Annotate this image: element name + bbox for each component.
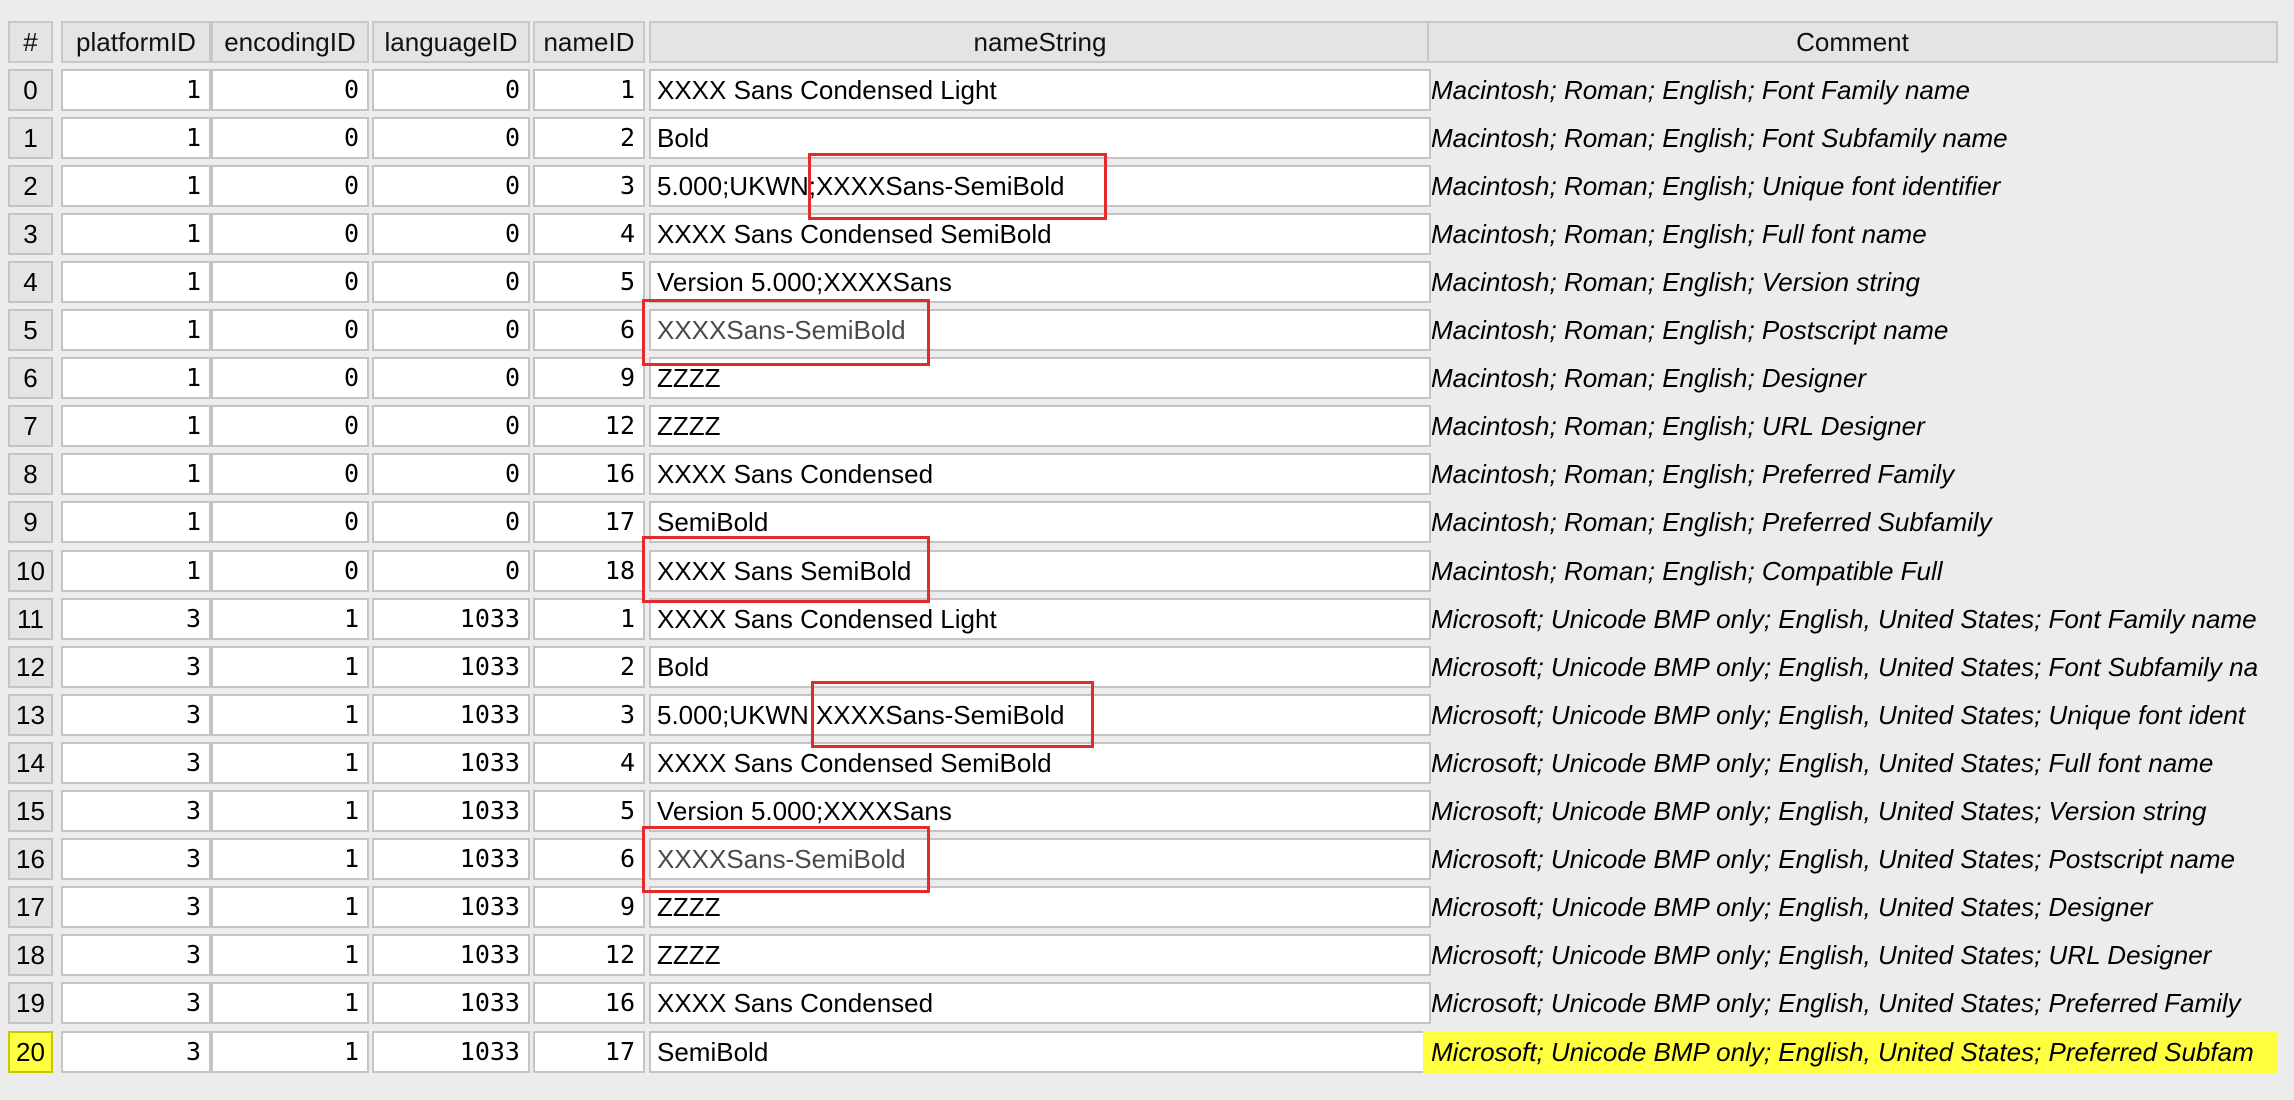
platformid-field[interactable]: 1 <box>61 453 211 495</box>
nameid-field[interactable]: 3 <box>533 165 645 207</box>
comment-text: Microsoft; Unicode BMP only; English, United States; Designer <box>1431 892 2153 923</box>
namestring-field[interactable]: ZZZZ <box>649 886 1431 928</box>
comment-text: Microsoft; Unicode BMP only; English, United States; Postscript name <box>1431 844 2235 875</box>
row-index[interactable]: 1 <box>8 117 53 159</box>
languageid-field[interactable]: 0 <box>372 501 530 543</box>
encodingid-field[interactable]: 1 <box>211 694 369 736</box>
nameid-field[interactable]: 9 <box>533 357 645 399</box>
languageid-field[interactable]: 1033 <box>372 1031 530 1073</box>
nameid-field[interactable]: 5 <box>533 261 645 303</box>
row-index[interactable]: 18 <box>8 934 53 976</box>
namestring-field[interactable]: XXXX Sans Condensed Light <box>649 598 1431 640</box>
nameid-field[interactable]: 17 <box>533 501 645 543</box>
comment-text: Microsoft; Unicode BMP only; English, United States; Font Family name <box>1431 603 2257 634</box>
row-index[interactable]: 20 <box>8 1031 53 1073</box>
languageid-field[interactable]: 1033 <box>372 790 530 832</box>
nameid-field[interactable]: 1 <box>533 69 645 111</box>
nameid-field[interactable]: 16 <box>533 982 645 1024</box>
nameid-field[interactable]: 1 <box>533 598 645 640</box>
header-comment[interactable]: Comment <box>1427 21 2278 63</box>
languageid-field[interactable]: 0 <box>372 357 530 399</box>
table-row[interactable] <box>8 309 2278 357</box>
namestring-field[interactable]: XXXX Sans Condensed Light <box>649 69 1431 111</box>
namestring-field[interactable]: XXXXSans-SemiBold <box>649 838 1431 880</box>
namestring-field[interactable]: Version 5.000;XXXXSans <box>649 790 1431 832</box>
nameid-field[interactable]: 17 <box>533 1031 645 1073</box>
nameid-field[interactable]: 16 <box>533 453 645 495</box>
comment-text: Macintosh; Roman; English; Preferred Family <box>1431 459 1955 490</box>
namestring-field[interactable]: SemiBold <box>649 1031 1431 1073</box>
nameid-field[interactable]: 2 <box>533 117 645 159</box>
table-row[interactable] <box>8 357 2278 405</box>
platformid-field[interactable]: 1 <box>61 213 211 255</box>
platformid-field[interactable]: 1 <box>61 309 211 351</box>
encodingid-field[interactable]: 1 <box>211 790 369 832</box>
row-index[interactable]: 6 <box>8 357 53 399</box>
table-row[interactable] <box>8 742 2278 790</box>
table-row[interactable] <box>8 886 2278 934</box>
nameid-field[interactable]: 12 <box>533 405 645 447</box>
comment-text: Macintosh; Roman; English; Preferred Subfamily <box>1431 507 1992 538</box>
comment-text: Macintosh; Roman; English; Designer <box>1431 363 1866 394</box>
platformid-field[interactable]: 3 <box>61 790 211 832</box>
table-row[interactable] <box>8 405 2278 453</box>
namestring-field[interactable]: ZZZZ <box>649 405 1431 447</box>
row-index[interactable]: 16 <box>8 838 53 880</box>
namestring-field[interactable]: XXXX Sans SemiBold <box>649 550 1431 592</box>
nameid-field[interactable]: 18 <box>533 550 645 592</box>
platformid-field[interactable]: 3 <box>61 694 211 736</box>
languageid-field[interactable]: 1033 <box>372 646 530 688</box>
encodingid-field[interactable]: 0 <box>211 405 369 447</box>
encodingid-field[interactable]: 0 <box>211 165 369 207</box>
table-row[interactable] <box>8 69 2278 117</box>
languageid-field[interactable]: 0 <box>372 453 530 495</box>
row-index[interactable]: 17 <box>8 886 53 928</box>
platformid-field[interactable]: 3 <box>61 982 211 1024</box>
comment-text: Macintosh; Roman; English; Unique font identifier <box>1431 170 2001 201</box>
encodingid-field[interactable]: 0 <box>211 117 369 159</box>
encodingid-field[interactable]: 0 <box>211 213 369 255</box>
header-row <box>8 21 2278 69</box>
namestring-field[interactable]: SemiBold <box>649 501 1431 543</box>
languageid-field[interactable]: 1033 <box>372 694 530 736</box>
comment-text: Microsoft; Unicode BMP only; English, United States; URL Designer <box>1431 940 2212 971</box>
header-encodingid[interactable]: encodingID <box>211 21 369 63</box>
nameid-field[interactable]: 9 <box>533 886 645 928</box>
namestring-field[interactable]: XXXX Sans Condensed SemiBold <box>649 213 1431 255</box>
comment-text: Microsoft; Unicode BMP only; English, United States; Preferred Subfam <box>1423 1031 2278 1073</box>
languageid-field[interactable]: 1033 <box>372 598 530 640</box>
nameid-field[interactable]: 4 <box>533 742 645 784</box>
table-row[interactable] <box>8 934 2278 982</box>
namestring-field[interactable]: XXXXSans-SemiBold <box>649 309 1431 351</box>
comment-text: Microsoft; Unicode BMP only; English, United States; Preferred Family <box>1431 988 2241 1019</box>
nameid-field[interactable]: 6 <box>533 838 645 880</box>
namestring-field[interactable]: Bold <box>649 646 1431 688</box>
languageid-field[interactable]: 1033 <box>372 934 530 976</box>
header-platformid[interactable]: platformID <box>61 21 211 63</box>
platformid-field[interactable]: 1 <box>61 357 211 399</box>
comment-text: Macintosh; Roman; English; Compatible Full <box>1431 555 1943 586</box>
comment-text: Macintosh; Roman; English; URL Designer <box>1431 411 1925 442</box>
languageid-field[interactable]: 0 <box>372 405 530 447</box>
namestring-field[interactable]: ZZZZ <box>649 357 1431 399</box>
platformid-field[interactable]: 1 <box>61 117 211 159</box>
nameid-field[interactable]: 2 <box>533 646 645 688</box>
comment-text: Microsoft; Unicode BMP only; English, United States; Full font name <box>1431 747 2214 778</box>
platformid-field[interactable]: 1 <box>61 550 211 592</box>
languageid-field[interactable]: 0 <box>372 261 530 303</box>
table-row[interactable] <box>8 501 2278 549</box>
header-nameid[interactable]: nameID <box>533 21 645 63</box>
row-index[interactable]: 0 <box>8 69 53 111</box>
platformid-field[interactable]: 1 <box>61 405 211 447</box>
comment-text: Microsoft; Unicode BMP only; English, United States; Font Subfamily na <box>1431 651 2259 682</box>
header-namestring[interactable]: nameString <box>649 21 1431 63</box>
platformid-field[interactable]: 3 <box>61 598 211 640</box>
table-row[interactable] <box>8 694 2278 742</box>
namestring-field[interactable]: XXXX Sans Condensed <box>649 453 1431 495</box>
encodingid-field[interactable]: 0 <box>211 550 369 592</box>
row-index[interactable]: 9 <box>8 501 53 543</box>
platformid-field[interactable]: 1 <box>61 165 211 207</box>
namestring-field[interactable]: 5.000;UKWN;XXXXSans-SemiBold <box>649 165 1431 207</box>
encodingid-field[interactable]: 1 <box>211 742 369 784</box>
encodingid-field[interactable]: 1 <box>211 886 369 928</box>
languageid-field[interactable]: 0 <box>372 117 530 159</box>
row-index[interactable]: 11 <box>8 598 53 640</box>
row-index[interactable]: 15 <box>8 790 53 832</box>
table-row[interactable] <box>8 117 2278 165</box>
encodingid-field[interactable]: 1 <box>211 646 369 688</box>
row-index[interactable]: 19 <box>8 982 53 1024</box>
nameid-field[interactable]: 3 <box>533 694 645 736</box>
row-index[interactable]: 5 <box>8 309 53 351</box>
languageid-field[interactable]: 0 <box>372 165 530 207</box>
nameid-field[interactable]: 12 <box>533 934 645 976</box>
table-row[interactable] <box>8 213 2278 261</box>
row-index[interactable]: 3 <box>8 213 53 255</box>
row-index[interactable]: 8 <box>8 453 53 495</box>
comment-text: Macintosh; Roman; English; Postscript name <box>1431 315 1949 345</box>
platformid-field[interactable]: 3 <box>61 1031 211 1073</box>
table-row[interactable] <box>8 550 2278 598</box>
row-index[interactable]: 4 <box>8 261 53 303</box>
row-index[interactable]: 2 <box>8 165 53 207</box>
row-index[interactable]: 12 <box>8 646 53 688</box>
nameid-field[interactable]: 5 <box>533 790 645 832</box>
table-row[interactable] <box>8 838 2278 886</box>
row-index[interactable]: 10 <box>8 550 53 592</box>
platformid-field[interactable]: 3 <box>61 742 211 784</box>
table-row[interactable] <box>8 261 2278 309</box>
languageid-field[interactable]: 1033 <box>372 886 530 928</box>
table-row[interactable] <box>8 646 2278 694</box>
languageid-field[interactable]: 0 <box>372 69 530 111</box>
encodingid-field[interactable]: 0 <box>211 69 369 111</box>
languageid-field[interactable]: 1033 <box>372 982 530 1024</box>
languageid-field[interactable]: 0 <box>372 550 530 592</box>
table-row[interactable] <box>8 1031 2278 1079</box>
nameid-field[interactable]: 4 <box>533 213 645 255</box>
comment-text: Macintosh; Roman; English; Full font name <box>1431 218 1927 249</box>
row-index[interactable]: 13 <box>8 694 53 736</box>
nameid-field[interactable]: 6 <box>533 309 645 351</box>
namestring-field[interactable]: Bold <box>649 117 1431 159</box>
table-row[interactable] <box>8 598 2278 646</box>
platformid-field[interactable]: 3 <box>61 934 211 976</box>
namestring-field[interactable]: XXXX Sans Condensed SemiBold <box>649 742 1431 784</box>
comment-text: Microsoft; Unicode BMP only; English, United States; Unique font ident <box>1431 699 2246 730</box>
languageid-field[interactable]: 1033 <box>372 838 530 880</box>
row-index[interactable]: 14 <box>8 742 53 784</box>
namestring-field[interactable]: ZZZZ <box>649 934 1431 976</box>
namestring-field[interactable]: Version 5.000;XXXXSans <box>649 261 1431 303</box>
namestring-field[interactable]: XXXX Sans Condensed <box>649 982 1431 1024</box>
languageid-field[interactable]: 1033 <box>372 742 530 784</box>
languageid-field[interactable]: 0 <box>372 213 530 255</box>
table-row[interactable] <box>8 165 2278 213</box>
platformid-field[interactable]: 1 <box>61 501 211 543</box>
table-row[interactable] <box>8 982 2278 1030</box>
encodingid-field[interactable]: 0 <box>211 261 369 303</box>
comment-text: Macintosh; Roman; English; Font Subfamily name <box>1431 122 2008 153</box>
header-languageid[interactable]: languageID <box>372 21 530 63</box>
comment-text: Macintosh; Roman; English; Font Family name <box>1431 74 1970 105</box>
table-row[interactable] <box>8 453 2278 501</box>
comment-text: Microsoft; Unicode BMP only; English, United States; Version string <box>1431 796 2207 826</box>
table-row[interactable] <box>8 790 2278 838</box>
namestring-field[interactable]: 5.000;UKWN;XXXXSans-SemiBold <box>649 694 1431 736</box>
header-index[interactable]: # <box>8 21 53 63</box>
encodingid-field[interactable]: 0 <box>211 357 369 399</box>
platformid-field[interactable]: 1 <box>61 69 211 111</box>
platformid-field[interactable]: 3 <box>61 838 211 880</box>
platformid-field[interactable]: 3 <box>61 646 211 688</box>
encodingid-field[interactable]: 1 <box>211 838 369 880</box>
encodingid-field[interactable]: 0 <box>211 309 369 351</box>
comment-text: Macintosh; Roman; English; Version string <box>1431 266 1920 297</box>
languageid-field[interactable]: 0 <box>372 309 530 351</box>
encodingid-field[interactable]: 1 <box>211 982 369 1024</box>
platformid-field[interactable]: 1 <box>61 261 211 303</box>
encodingid-field[interactable]: 0 <box>211 453 369 495</box>
row-index[interactable]: 7 <box>8 405 53 447</box>
encodingid-field[interactable]: 0 <box>211 501 369 543</box>
encodingid-field[interactable]: 1 <box>211 598 369 640</box>
encodingid-field[interactable]: 1 <box>211 1031 369 1073</box>
platformid-field[interactable]: 3 <box>61 886 211 928</box>
encodingid-field[interactable]: 1 <box>211 934 369 976</box>
